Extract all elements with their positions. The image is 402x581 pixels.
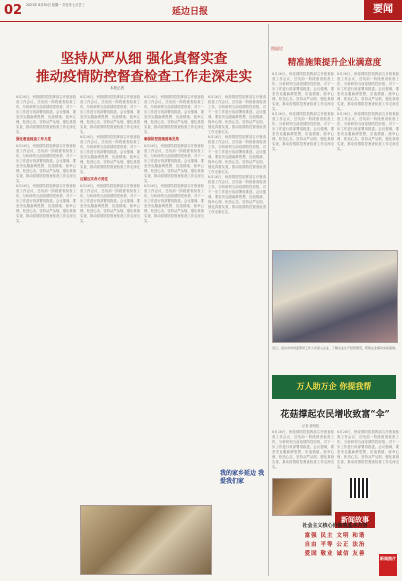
lead-headline-line-2: 推动疫情防控督查检查工作走深走实 [36, 69, 252, 85]
right-column-3 [272, 430, 334, 475]
article-column-2 [80, 95, 140, 495]
qr-code[interactable] [350, 478, 370, 498]
article-text: 8月26日，州疫情防控指挥部召开督查检查工作会议，总结前一阶段督查检查工作，分析研判当前疫情防控形势，对下一步工作进行再部署再推进。会议强调，要坚决克服麻痹思想、厌战情绪、侥幸心理、松劲心态，坚持从严从细，强化真督实查，推动疫情防控督查检查工作走深走实。 [337, 112, 399, 151]
article-text: 8月26日，州疫情防控指挥部召开督查检查工作会议，总结前一阶段督查检查工作，分析研判当前疫情防控形势，对下一步工作进行再部署再推进。会议强调，要坚决克服麻痹思想、厌战情绪、侥幸心理、松劲心态，坚持从严从细，强化真督实查，推动疫情防控督查检查工作走深走实。 [337, 72, 399, 111]
graphic-title: 我的家乡延边 我爱我们家 [220, 470, 265, 485]
article-subhead: 确保防控措施落地见效 [144, 137, 179, 141]
core-values-row: 自由 平等 公正 法治 [304, 542, 366, 548]
right-column-2 [337, 72, 399, 247]
article-text: 8月26日，州疫情防控指挥部召开督查检查工作会议，总结前一阶段督查检查工作，分析研判当前疫情防控形势，对下一步工作进行再部署再推进。会议强调，要坚决克服麻痹思想、厌战情绪、侥幸心理、松劲心态，坚持从严从细，强化真督实查，推动疫情防控督查检查工作走深走实。 [208, 175, 266, 214]
article-text: 8月26日，州疫情防控指挥部召开督查检查工作会议，总结前一阶段督查检查工作，分析研判当前疫情防控形势，对下一步工作进行再部署再推进。会议强调，要坚决克服麻痹思想、厌战情绪、侥幸心理、松劲心态，坚持从严从细，强化真督实查，推动疫情防控督查检查工作走深走实。 [144, 184, 204, 223]
enterprise-photo [272, 250, 398, 343]
right-byline-2: 记者 姜明旭 [302, 424, 319, 428]
article-text: 8月26日，州疫情防控指挥部召开督查检查工作会议，总结前一阶段督查检查工作，分析研判当前疫情防控形势，对下一步工作进行再部署再推进。会议强调，要坚决克服麻痹思想、厌战情绪、侥幸心理、松劲心态，坚持从严从细，强化真督实查，推动疫情防控督查检查工作走深走实。 [208, 135, 266, 174]
article-text: 8月26日，州疫情防控指挥部召开督查检查工作会议，总结前一阶段督查检查工作，分析研判当前疫情防控形势，对下一步工作进行再部署再推进。会议强调，要坚决克服麻痹思想、厌战情绪、侥幸心理、松劲心态，坚持从严从细，强化真督实查，推动疫情防控督查检查工作走深走实。 [144, 144, 204, 183]
page-header [0, 0, 402, 22]
core-values-row: 富强 民主 文明 和谐 [304, 533, 366, 539]
news-story-box: 新闻故事 [335, 512, 375, 528]
news-stamp: 新闻图片 [379, 554, 397, 576]
mushroom-photo [272, 478, 332, 516]
campaign-banner: 万人助万企 你提我帮 [272, 375, 396, 399]
right-column-4 [337, 430, 399, 475]
article-text: 8月26日，州疫情防控指挥部召开督查检查工作会议，总结前一阶段督查检查工作，分析研判当前疫情防控形势，对下一步工作进行再部署再推进。会议强调，要坚决克服麻痹思想、厌战情绪、侥幸心理、松劲心态，坚持从严从细，强化真督实查，推动疫情防控督查检查工作走深走实。 [144, 95, 204, 134]
article-column-1 [16, 95, 76, 495]
factory-photo [80, 505, 212, 575]
core-values-title: 社会主义核心价值观基本内容 [302, 523, 368, 529]
right-column-1 [272, 72, 334, 247]
lead-byline: 本报记者 [110, 86, 124, 90]
header-meta: 2021年 8月30日 星期一 辛丑年七月廿三 [26, 3, 85, 7]
article-text: 8月26日，州疫情防控指挥部召开督查检查工作会议，总结前一阶段督查检查工作，分析研判当前疫情防控形势，对下一步工作进行再部署再推进。会议强调，要坚决克服麻痹思想、厌战情绪、侥幸心理、松劲心态，坚持从严从细，强化真督实查，推动疫情防控督查检查工作走深走实。 [16, 144, 76, 183]
masthead-logo: 延边日报 [172, 7, 209, 17]
right-headline-2: 花菇撑起农民增收致富“伞” [280, 410, 390, 420]
article-text: 8月26日，州疫情防控指挥部召开督查检查工作会议，总结前一阶段督查检查工作，分析研判当前疫情防控形势，对下一步工作进行再部署再推进。会议强调，要坚决克服麻痹思想、厌战情绪、侥幸心理、松劲心态，坚持从严从细，强化真督实查，推动疫情防控督查检查工作走深走实。 [16, 95, 76, 134]
article-text: 8月26日，州疫情防控指挥部召开督查检查工作会议，总结前一阶段督查检查工作，分析研判当前疫情防控形势，对下一步工作进行再部署再推进。会议强调，要坚决克服麻痹思想、厌战情绪、侥幸心理、松劲心态，坚持从严从细，强化真督实查，推动疫情防控督查检查工作走深走实。 [80, 135, 140, 174]
article-text: 8月26日，州疫情防控指挥部召开督查检查工作会议，总结前一阶段督查检查工作，分析研判当前疫情防控形势，对下一步工作进行再部署再推进。会议强调，要坚决克服麻痹思想、厌战情绪、侥幸心理、松劲心态，坚持从严从细，强化真督实查，推动疫情防控督查检查工作走深走实。 [337, 430, 399, 469]
article-text: 8月26日，州疫情防控指挥部召开督查检查工作会议，总结前一阶段督查检查工作，分析研判当前疫情防控形势，对下一步工作进行再部署再推进。会议强调，要坚决克服麻痹思想、厌战情绪、侥幸心理、松劲心态，坚持从严从细，强化真督实查，推动疫情防控督查检查工作走深走实。 [80, 95, 140, 134]
page-number: 02 [4, 3, 23, 18]
article-subhead: 强化督查检查工作力度 [16, 137, 51, 141]
article-text: 8月26日，州疫情防控指挥部召开督查检查工作会议，总结前一阶段督查检查工作，分析研判当前疫情防控形势，对下一步工作进行再部署再推进。会议强调，要坚决克服麻痹思想、厌战情绪、侥幸心理、松劲心态，坚持从严从细，强化真督实查，推动疫情防控督查检查工作走深走实。 [16, 184, 76, 223]
article-column-3 [144, 95, 204, 495]
right-kicker: 图说话 [271, 46, 283, 51]
article-text: 8月26日，州疫情防控指挥部召开督查检查工作会议，总结前一阶段督查检查工作，分析研判当前疫情防控形势，对下一步工作进行再部署再推进。会议强调，要坚决克服麻痹思想、厌战情绪、侥幸心理、松劲心态，坚持从严从细，强化真督实查，推动疫情防控督查检查工作走深走实。 [272, 72, 334, 111]
article-text: 8月26日，州疫情防控指挥部召开督查检查工作会议，总结前一阶段督查检查工作，分析研判当前疫情防控形势，对下一步工作进行再部署再推进。会议强调，要坚决克服麻痹思想、厌战情绪、侥幸心理、松劲心态，坚持从严从细，强化真督实查，推动疫情防控督查检查工作走深走实。 [80, 184, 140, 223]
section-label: 要闻 [364, 0, 402, 20]
column-divider [268, 24, 269, 576]
article-text: 8月26日，州疫情防控指挥部召开督查检查工作会议，总结前一阶段督查检查工作，分析研判当前疫情防控形势，对下一步工作进行再部署再推进。会议强调，要坚决克服麻痹思想、厌战情绪、侥幸心理、松劲心态，坚持从严从细，强化真督实查，推动疫情防控督查检查工作走深走实。 [272, 430, 334, 469]
core-values-row: 爱国 敬业 诚信 友善 [304, 551, 366, 557]
article-column-4 [208, 95, 266, 455]
article-text: 8月26日，州疫情防控指挥部召开督查检查工作会议，总结前一阶段督查检查工作，分析研判当前疫情防控形势，对下一步工作进行再部署再推进。会议强调，要坚决克服麻痹思想、厌战情绪、侥幸心理、松劲心态，坚持从严从细，强化真督实查，推动疫情防控督查检查工作走深走实。 [208, 95, 266, 134]
lead-headline-line-1: 坚持从严从细 强化真督实查 [60, 51, 228, 67]
right-photo-caption: 近日，延吉市市场监管局工作人员深入企业，了解企业生产经营情况，帮助企业解决实际困难。 [272, 346, 399, 350]
right-headline: 精准施策提升企业满意度 [287, 58, 382, 68]
article-text: 8月26日，州疫情防控指挥部召开督查检查工作会议，总结前一阶段督查检查工作，分析研判当前疫情防控形势，对下一步工作进行再部署再推进。会议强调，要坚决克服麻痹思想、厌战情绪、侥幸心理、松劲心态，坚持从严从细，强化真督实查，推动疫情防控督查检查工作走深走实。 [272, 112, 334, 151]
article-subhead: 压紧压实各方责任 [80, 177, 108, 181]
